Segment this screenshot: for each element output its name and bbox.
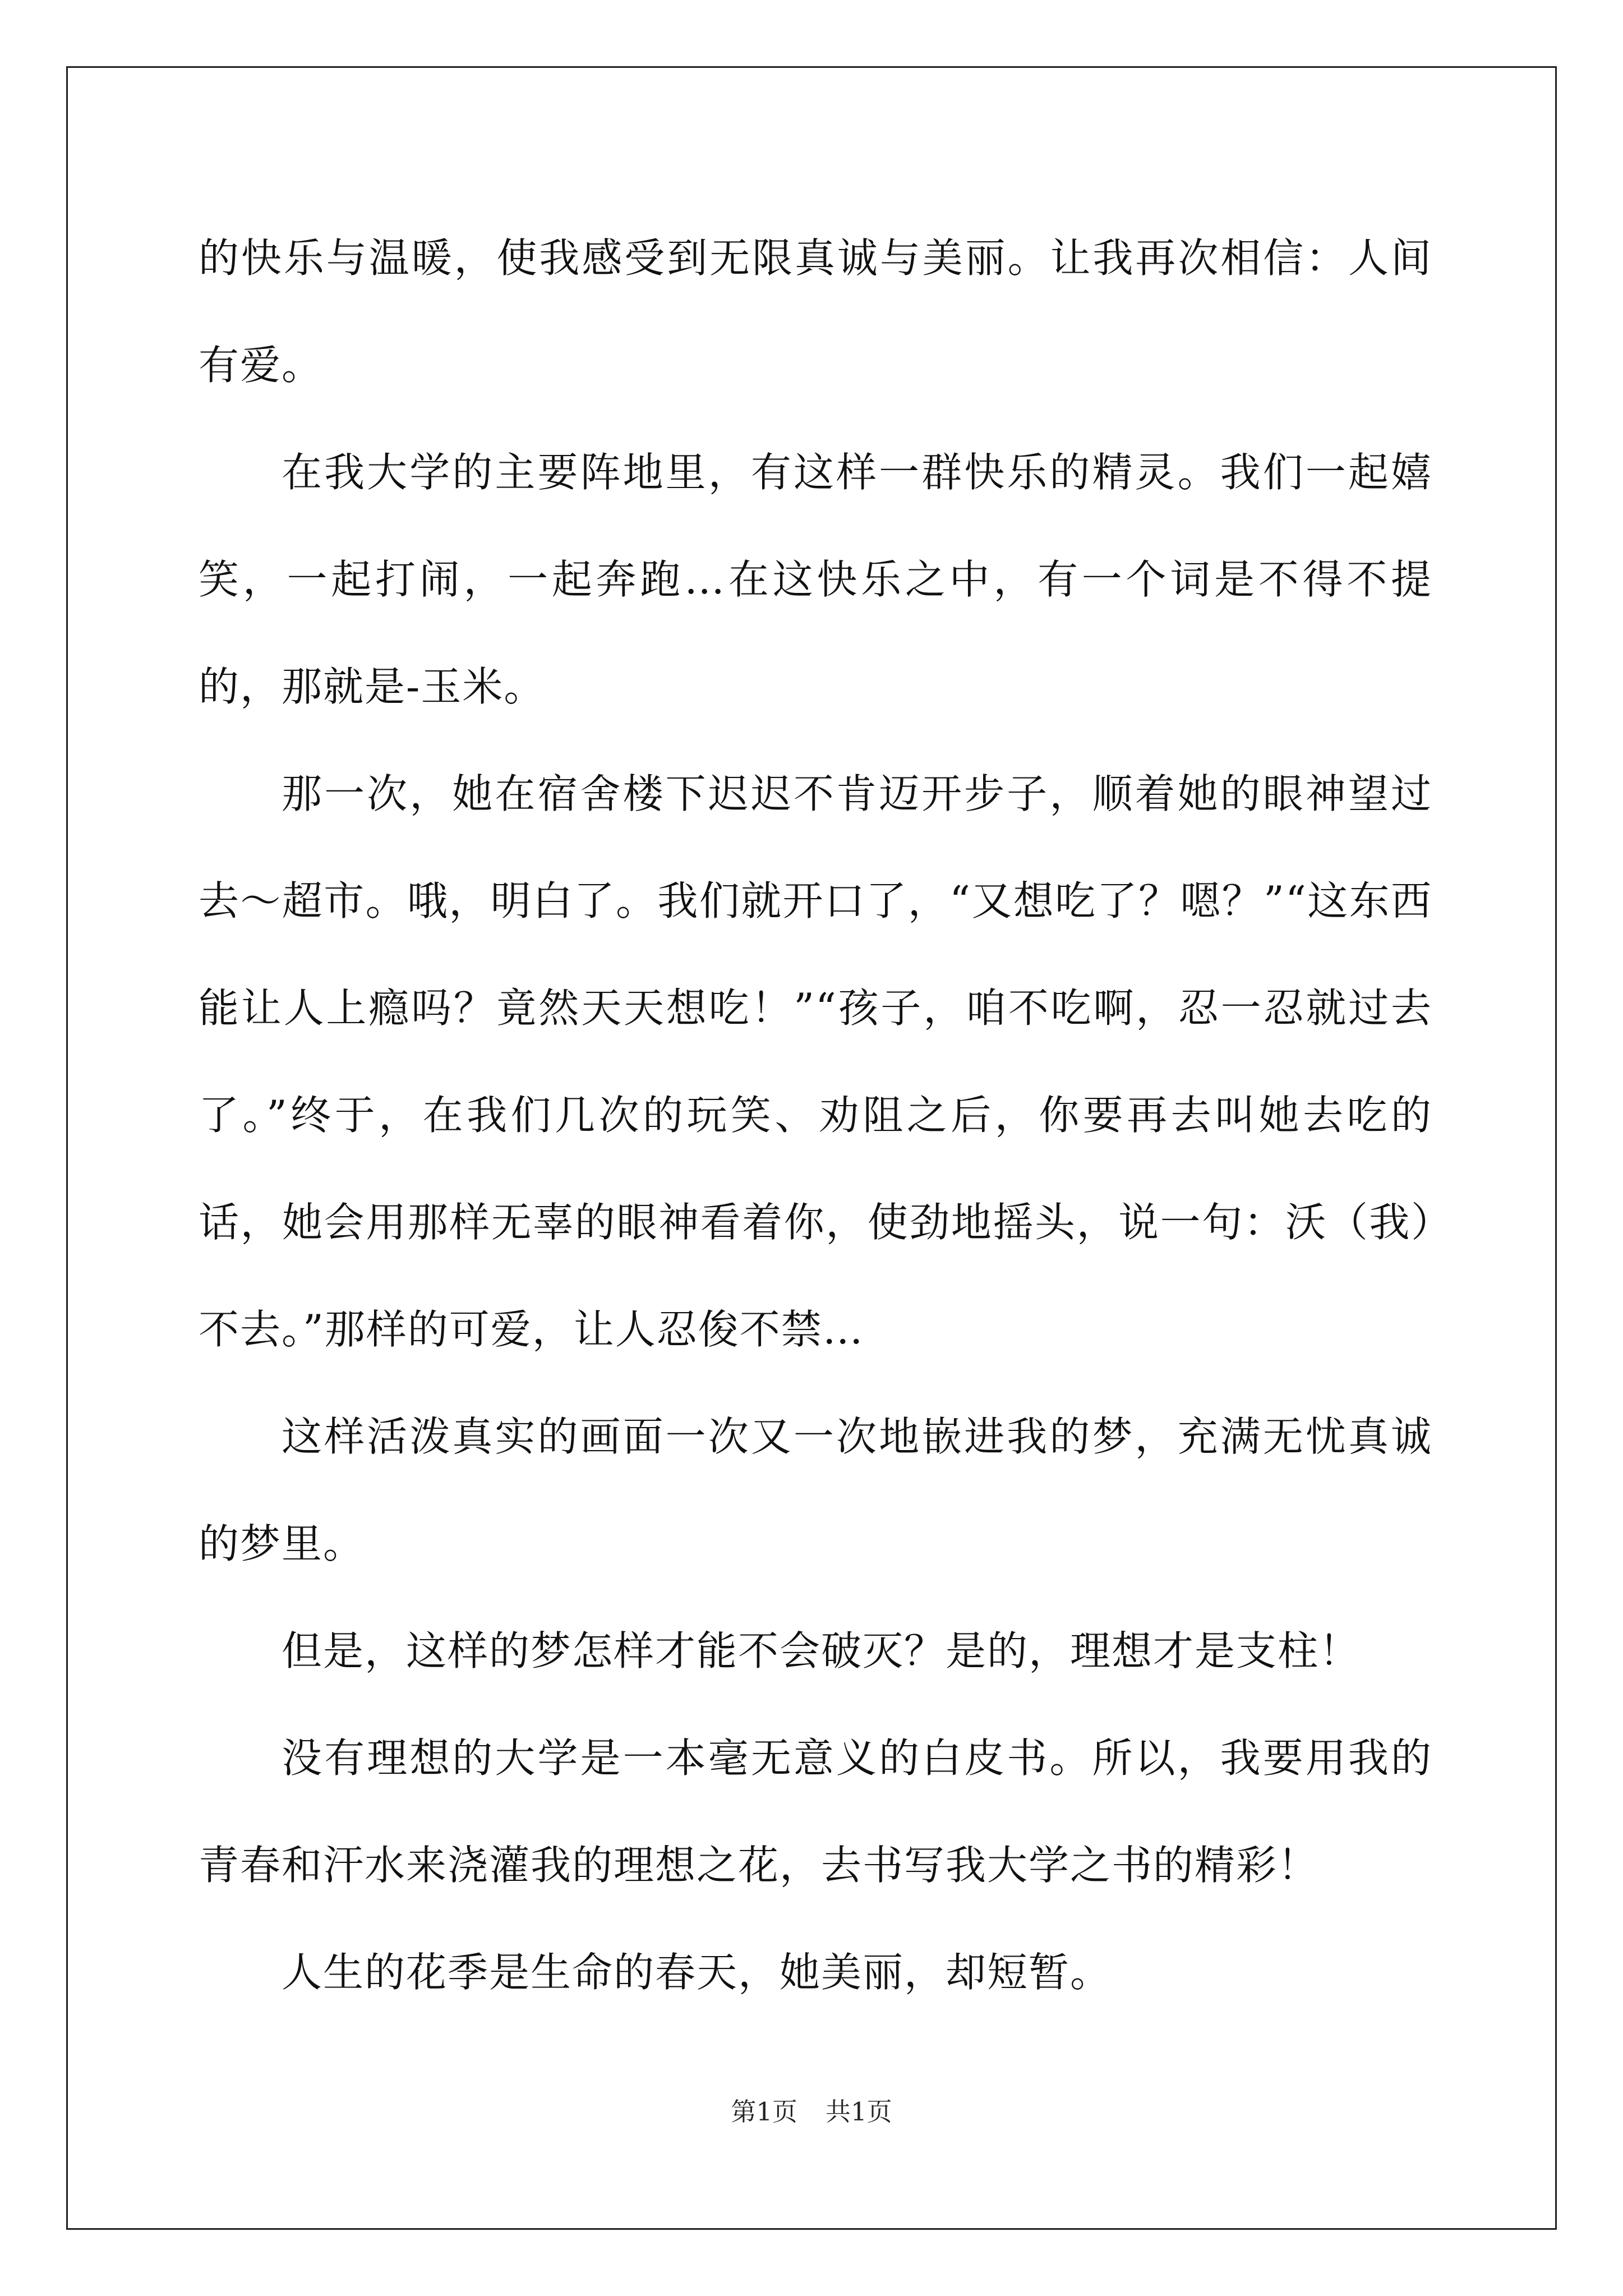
paragraph: 在我大学的主要阵地里，有这样一群快乐的精灵。我们一起嬉笑，一起打闹，一起奔跑…在这快乐之中，有一个词是不得不提的，那就是-玉米。: [199, 449, 1432, 710]
paragraph: 的快乐与温暖，使我感受到无限真诚与美丽。让我再次相信：人间有爱。: [199, 234, 1432, 389]
document-body: [199, 205, 1432, 2026]
paragraph: 人生的花季是生命的春天，她美丽，却短暂。: [282, 1949, 1112, 1996]
paragraph: 但是，这样的梦怎样才能不会破灭？是的，理想才是支柱！: [282, 1627, 1361, 1674]
page-number-current: 第1页: [731, 2097, 797, 2127]
paragraph: 那一次，她在宿舍楼下迟迟不肯迈开步子，顺着她的眼神望过去～超市。哦，明白了。我们就开口了，“又想吃了？嗯？”“这东西能让人上瘾吗？竟然天天想吃！”“孩子，咱不吃啊，忍一忍就过去了。”终于，在我们几次的玩笑、劝阻之后，你要再去叫她去吃的话，她会用那样无辜的眼神看着你，使劲地摇头，说一句：沃（我）不去。”那样的可爱，让人忍俊不禁…: [199, 770, 1432, 1353]
paragraph: 没有理想的大学是一本毫无意义的白皮书。所以，我要用我的青春和汗水来浇灌我的理想之花，去书写我大学之书的精彩！: [199, 1734, 1432, 1889]
page-number-total: 共1页: [826, 2097, 892, 2127]
page-footer: [0, 2095, 1623, 2129]
paragraph: 这样活泼真实的画面一次又一次地嵌进我的梦，充满无忧真诚的梦里。: [199, 1413, 1432, 1567]
